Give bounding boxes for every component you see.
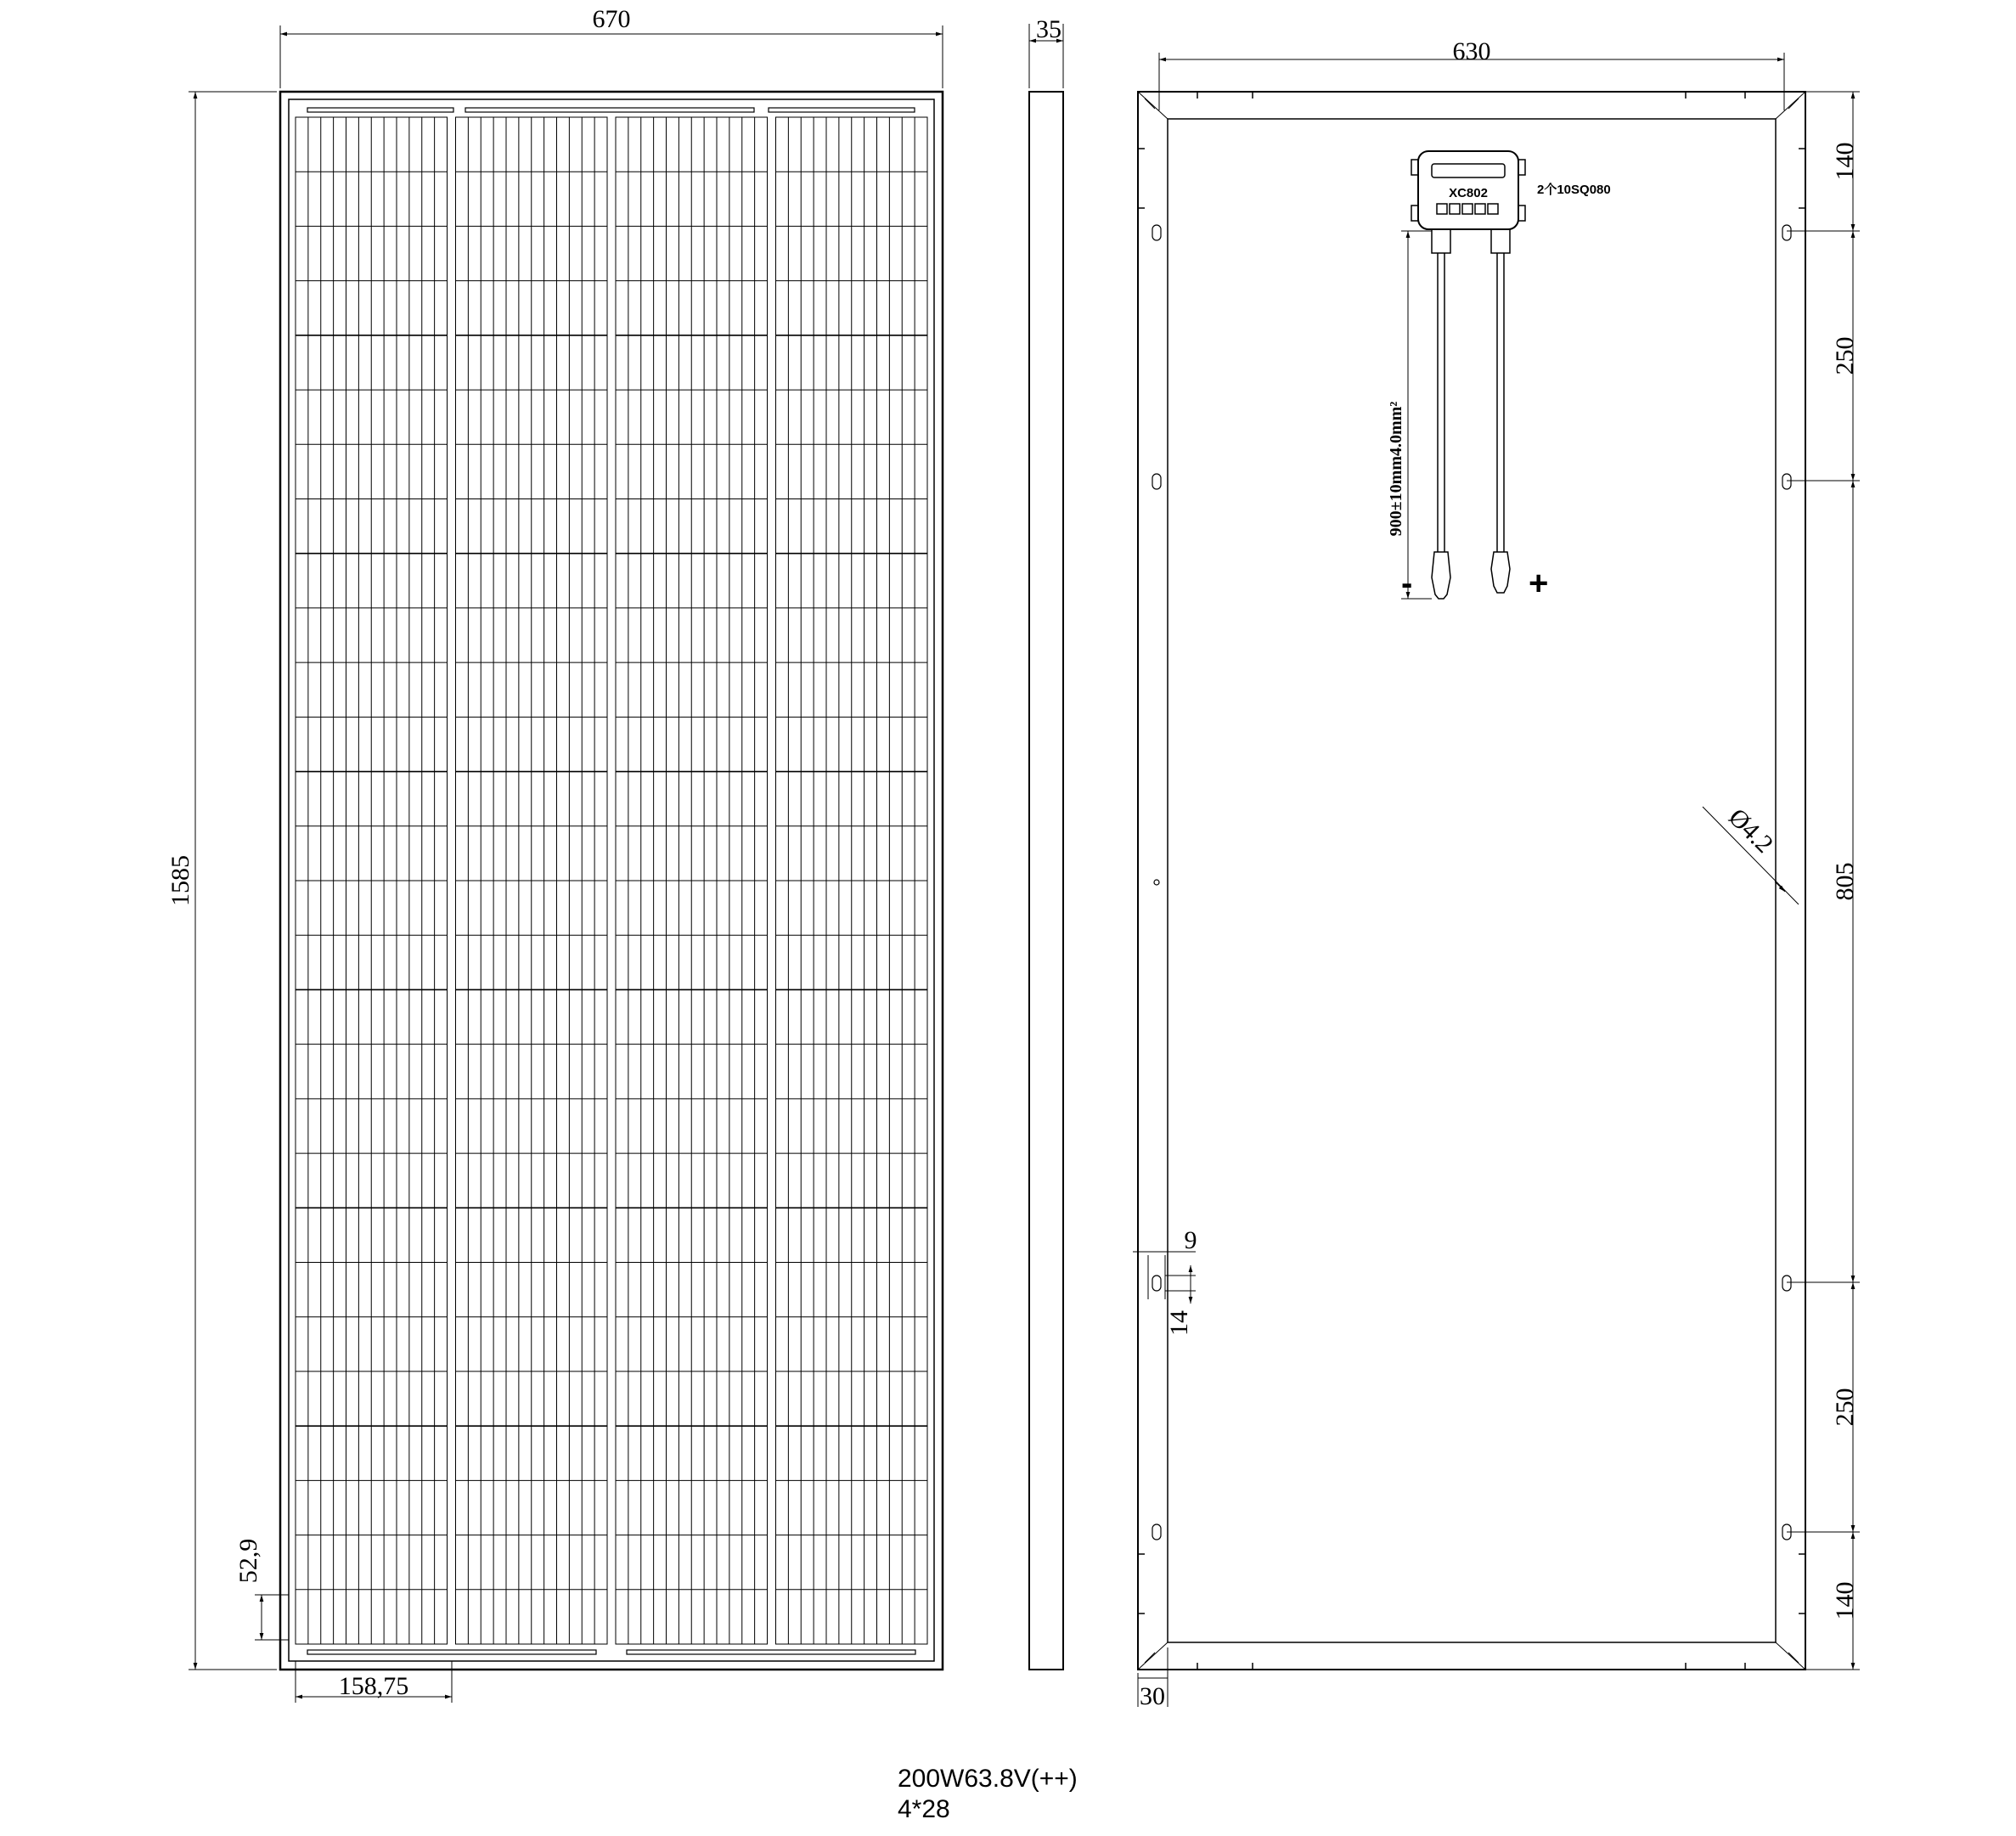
- connector-positive: [1491, 552, 1510, 593]
- cell-grid: [296, 117, 927, 1644]
- cable-negative: [1438, 253, 1444, 552]
- mounting-hole: [1782, 225, 1791, 240]
- slot-width-label: 9: [1184, 1226, 1197, 1254]
- frame-width-label: 30: [1140, 1682, 1165, 1710]
- mounting-hole: [1782, 474, 1791, 489]
- rear-outer-frame: [1138, 92, 1805, 1670]
- front-height-label: 1585: [166, 855, 194, 906]
- frame-ticks: [1138, 92, 1805, 1670]
- slot-length-label: 14: [1165, 1310, 1193, 1336]
- front-width-label: 670: [592, 5, 631, 33]
- cable-gland-negative: [1432, 229, 1450, 253]
- side-profile: [1029, 92, 1063, 1670]
- mounting-hole: [1152, 1524, 1161, 1540]
- cable-gland-positive: [1491, 229, 1510, 253]
- cell-string-width-label: 158,75: [338, 1672, 409, 1700]
- hole-diameter-label: Ø4.2: [1723, 803, 1779, 859]
- busbar-bottom-2: [627, 1650, 915, 1654]
- negative-terminal-label: -: [1401, 565, 1413, 602]
- connector-negative: [1432, 552, 1450, 599]
- mounting-hole: [1152, 474, 1161, 489]
- cell-height-label: 52,9: [234, 1538, 262, 1584]
- junction-box-label: XC802: [1449, 186, 1488, 200]
- bottom-offset-label: 140: [1831, 1581, 1859, 1620]
- cable-length-label: 900±10mm4.0mm²: [1387, 401, 1405, 537]
- cable-dimension: [1401, 231, 1432, 599]
- model-caption-line-1: 200W63.8V(++): [898, 1765, 1078, 1793]
- lower-span-label: 250: [1831, 1388, 1859, 1427]
- model-caption-line-2: 4*28: [898, 1795, 950, 1823]
- mounting-hole: [1152, 1276, 1161, 1291]
- junction-box: [1411, 151, 1525, 599]
- mounting-hole: [1782, 1276, 1791, 1291]
- side-view: [1029, 24, 1063, 1670]
- rear-inner-width-label: 630: [1452, 37, 1491, 65]
- rear-inner-frame: [1168, 119, 1779, 1642]
- positive-terminal-label: +: [1529, 565, 1549, 602]
- cable-positive: [1497, 253, 1504, 552]
- mounting-hole: [1152, 225, 1161, 240]
- side-thickness-label: 35: [1036, 15, 1061, 43]
- mounting-holes: [1152, 225, 1791, 1540]
- diode-label: 2个10SQ080: [1537, 183, 1611, 197]
- upper-span-label: 250: [1831, 336, 1859, 375]
- middle-span-label: 805: [1831, 862, 1859, 901]
- front-view: [280, 92, 943, 1670]
- ground-hole: [1154, 880, 1159, 885]
- busbar-top-2: [465, 108, 754, 112]
- top-offset-label: 140: [1831, 142, 1859, 181]
- busbar-top-1: [307, 108, 453, 112]
- rear-dimensions: [1133, 53, 1860, 1707]
- junction-box-window: [1432, 164, 1505, 177]
- front-dimensions: [189, 25, 943, 1703]
- busbar-top-3: [769, 108, 915, 112]
- busbar-bottom-1: [307, 1650, 596, 1654]
- rear-view: [1138, 92, 1805, 1670]
